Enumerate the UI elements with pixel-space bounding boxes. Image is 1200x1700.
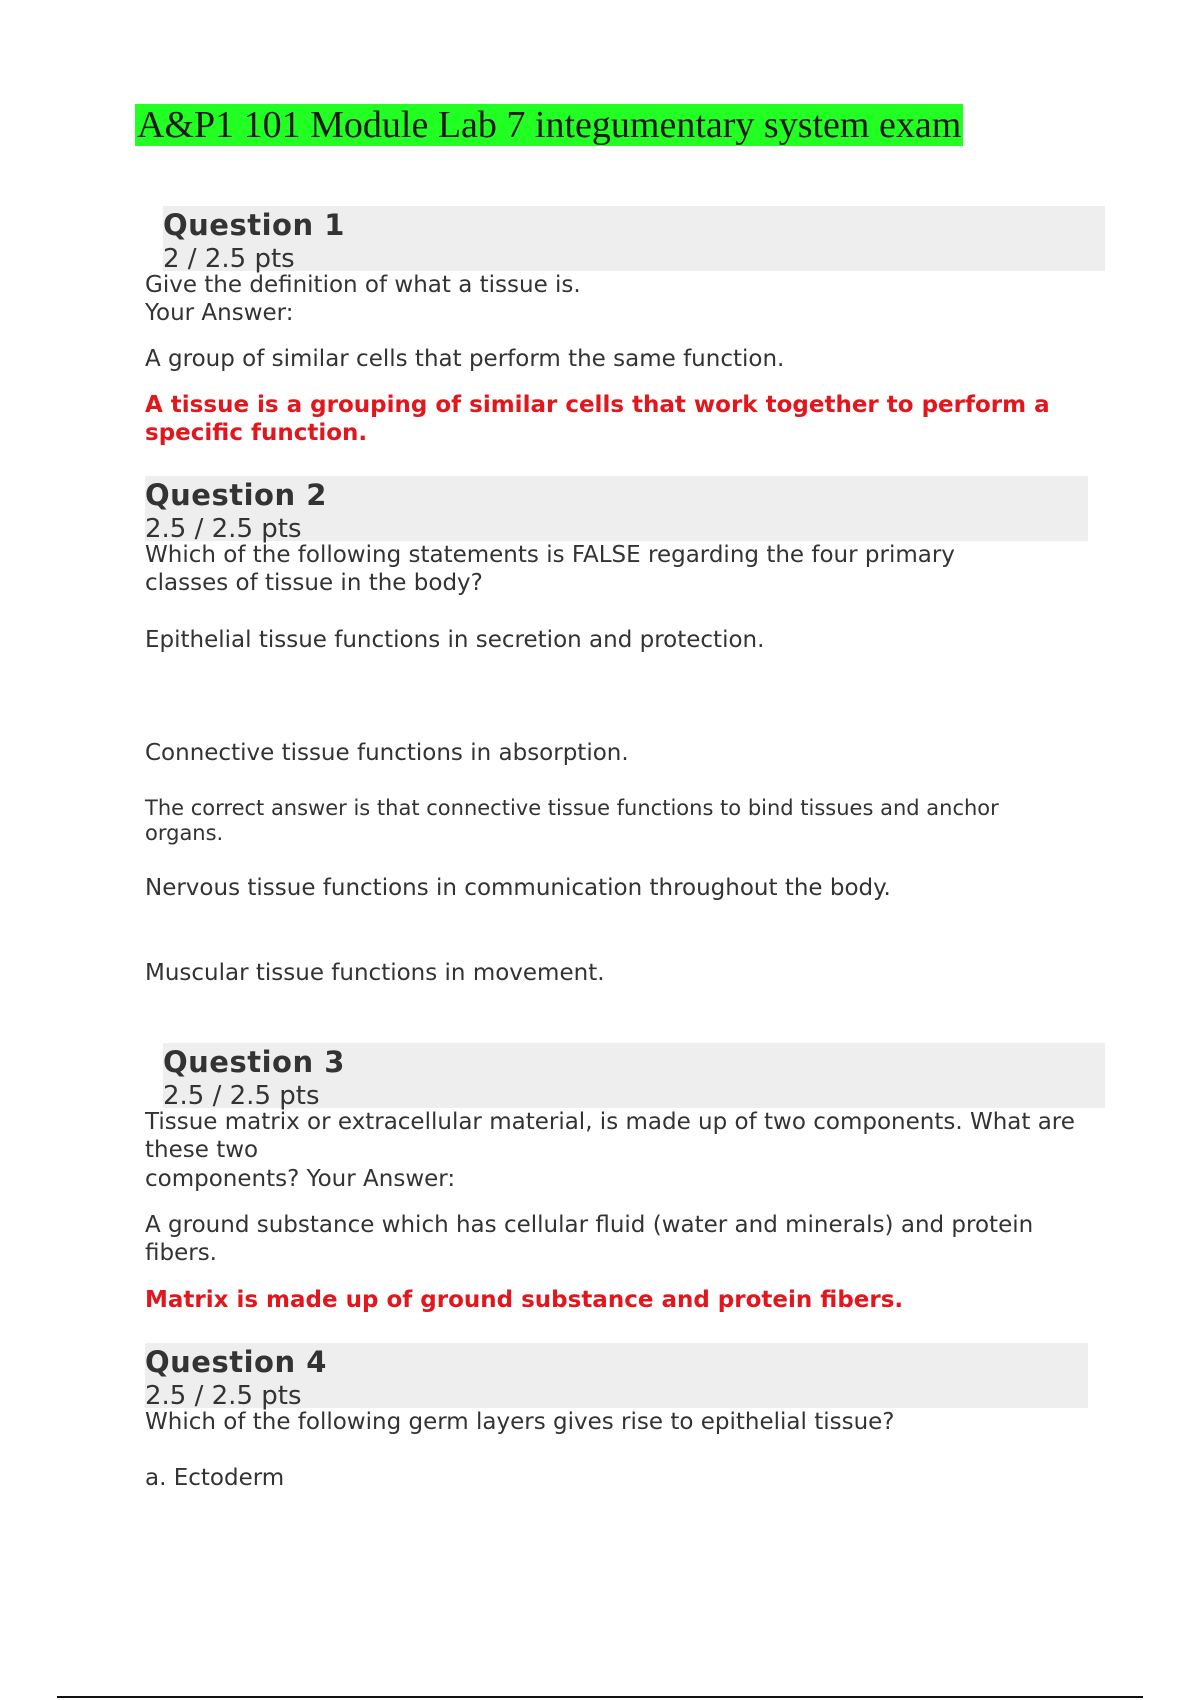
question-2-option: The correct answer is that connective tissue functions to bind tissues and anchor organs.: [145, 796, 999, 845]
question-1-answer: A group of similar cells that perform the same function.: [145, 346, 785, 372]
document-title: A&P1 101 Module Lab 7 integumentary system exam: [137, 104, 962, 146]
question-1-feedback: A tissue is a grouping of similar cells that work together to perform a specific function.: [145, 392, 1050, 446]
question-2-prompt: Which of the following statements is FALSE regarding the four primary classes of tissue in the body?: [145, 542, 955, 596]
question-3-prompt-line-1: Tissue matrix or extracellular material, is made up of two components. What are these two: [145, 1109, 1075, 1163]
question-2-option: Epithelial tissue functions in secretion and protection.: [145, 627, 765, 653]
question-3-prompt-line-2: components? Your Answer:: [145, 1166, 456, 1192]
question-1-title: Question 1: [163, 208, 345, 242]
question-4-prompt: Which of the following germ layers gives rise to epithelial tissue?: [145, 1409, 895, 1435]
question-2-option: Nervous tissue functions in communication throughout the body.: [145, 875, 891, 901]
question-2-option: Connective tissue functions in absorption.: [145, 740, 629, 766]
question-3-feedback: Matrix is made up of ground substance and protein fibers.: [145, 1287, 904, 1313]
question-1-header: [163, 206, 1105, 274]
question-4-header: [145, 1343, 1088, 1411]
question-3-header: [163, 1043, 1105, 1111]
question-3-answer: A ground substance which has cellular fluid (water and minerals) and protein fibers.: [145, 1212, 1034, 1266]
question-1-your-answer-label: Your Answer:: [145, 300, 294, 326]
question-2-header: [145, 476, 1088, 544]
question-2-points: 2.5 / 2.5 pts: [145, 514, 302, 544]
question-3-points: 2.5 / 2.5 pts: [163, 1081, 320, 1111]
question-1-points: 2 / 2.5 pts: [163, 244, 295, 274]
question-4-option: a. Ectoderm: [145, 1465, 285, 1491]
question-3-title: Question 3: [163, 1045, 345, 1079]
question-4-title: Question 4: [145, 1345, 327, 1379]
question-2-option: Muscular tissue functions in movement.: [145, 960, 605, 986]
page-footer-divider: [57, 1696, 1143, 1698]
question-4-points: 2.5 / 2.5 pts: [145, 1381, 302, 1411]
question-2-title: Question 2: [145, 478, 327, 512]
question-1-prompt: Give the definition of what a tissue is.: [145, 272, 581, 298]
